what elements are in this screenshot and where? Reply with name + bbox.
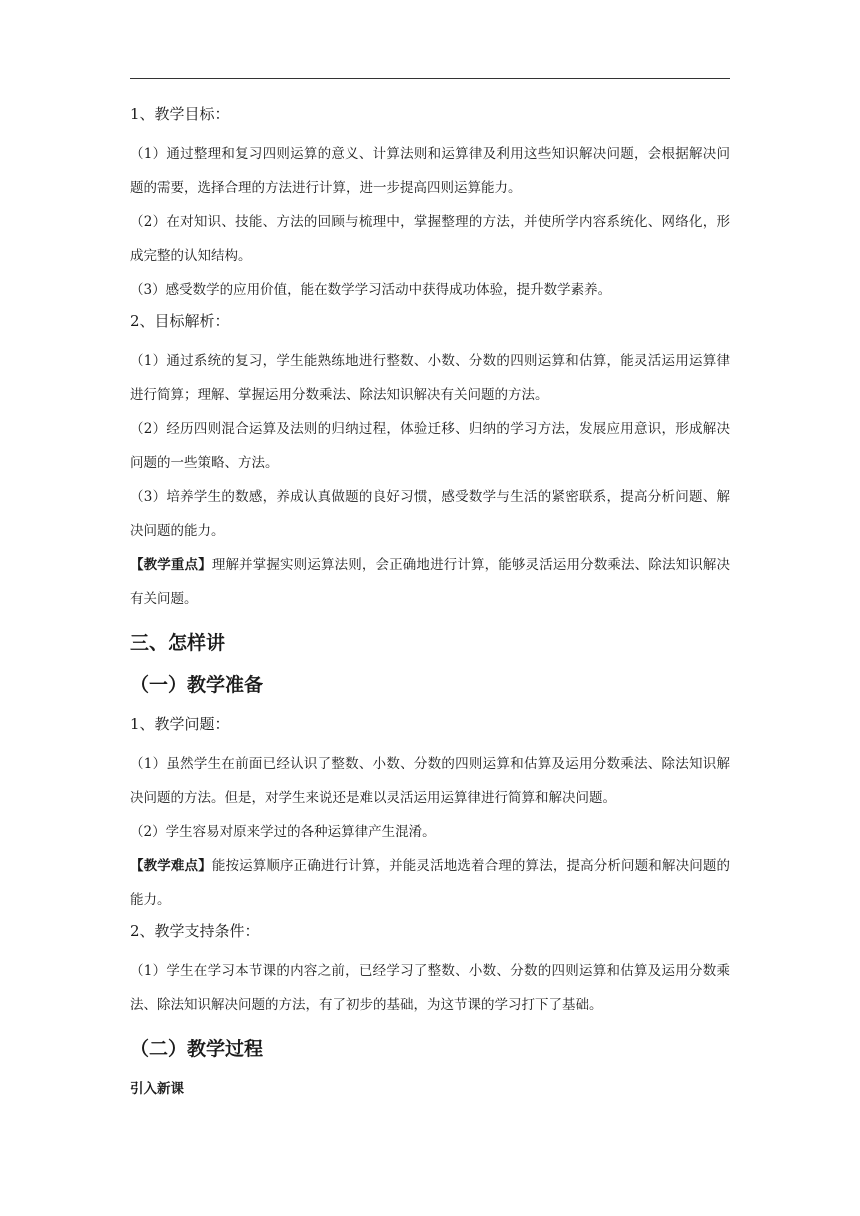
goal-3: （3）感受数学的应用价值，能在数学学习活动中获得成功体验，提升数学素养。 (130, 282, 612, 298)
difficulty-paragraph (130, 849, 730, 917)
key-point-label: 【教学重点】 (130, 557, 212, 573)
analysis-3: （3）培养学生的数感，养成认真做题的良好习惯，感受数学与生活的紧密联系，提高分析问题、解决问题的能力。 (130, 489, 730, 539)
support-1: （1）学生在学习本节课的内容之前，已经学习了整数、小数、分数的四则运算和估算及运用分数乘法、除法知识解决问题的方法，有了初步的基础，为这节课的学习打下了基础。 (130, 963, 730, 1013)
process-heading: （二）教学过程 (130, 1038, 264, 1060)
goal-1: （1）通过整理和复习四则运算的意义、计算法则和运算律及利用这些知识解决问题，会根据解决问题的需要，选择合理的方法进行计算，进一步提高四则运算能力。 (130, 146, 730, 196)
key-point-text: 理解并掌握实则运算法则，会正确地进行计算，能够灵活运用分数乘法、除法知识解决有关问题。 (130, 557, 731, 607)
analysis-2: （2）经历四则混合运算及法则的归纳过程，体验迁移、归纳的学习方法，发展应用意识，形成解决问题的一些策略、方法。 (130, 421, 730, 471)
intro-heading: 引入新课 (130, 1081, 184, 1097)
prep-heading: （一）教学准备 (130, 674, 264, 696)
problem-2: （2）学生容易对原来学过的各种运算律产生混淆。 (130, 824, 436, 840)
difficulty-text: 能按运算顺序正确进行计算，并能灵活地选着合理的算法，提高分析问题和解决问题的能力。 (130, 858, 731, 908)
document-body (130, 104, 730, 1100)
problem-1: （1）虽然学生在前面已经认识了整数、小数、分数的四则运算和估算及运用分数乘法、除法知识解决问题的方法。但是，对学生来说还是难以灵活运用运算律进行简算和解决问题。 (130, 756, 730, 806)
analysis-heading: 2、目标解析： (130, 312, 230, 330)
goal-2: （2）在对知识、技能、方法的回顾与梳理中，掌握整理的方法，并使所学内容系统化、网络化，形成完整的认知结构。 (130, 214, 730, 264)
problems-heading: 1、教学问题： (130, 715, 230, 733)
goals-heading: 1、教学目标： (130, 105, 230, 123)
key-point-paragraph (130, 548, 730, 616)
support-heading: 2、教学支持条件： (130, 922, 260, 940)
difficulty-label: 【教学难点】 (130, 858, 212, 874)
section-three-heading: 三、怎样讲 (130, 632, 226, 654)
analysis-1: （1）通过系统的复习，学生能熟练地进行整数、小数、分数的四则运算和估算，能灵活运用运算律进行简算；理解、掌握运用分数乘法、除法知识解决有关问题的方法。 (130, 353, 730, 403)
header-rule (130, 78, 730, 79)
